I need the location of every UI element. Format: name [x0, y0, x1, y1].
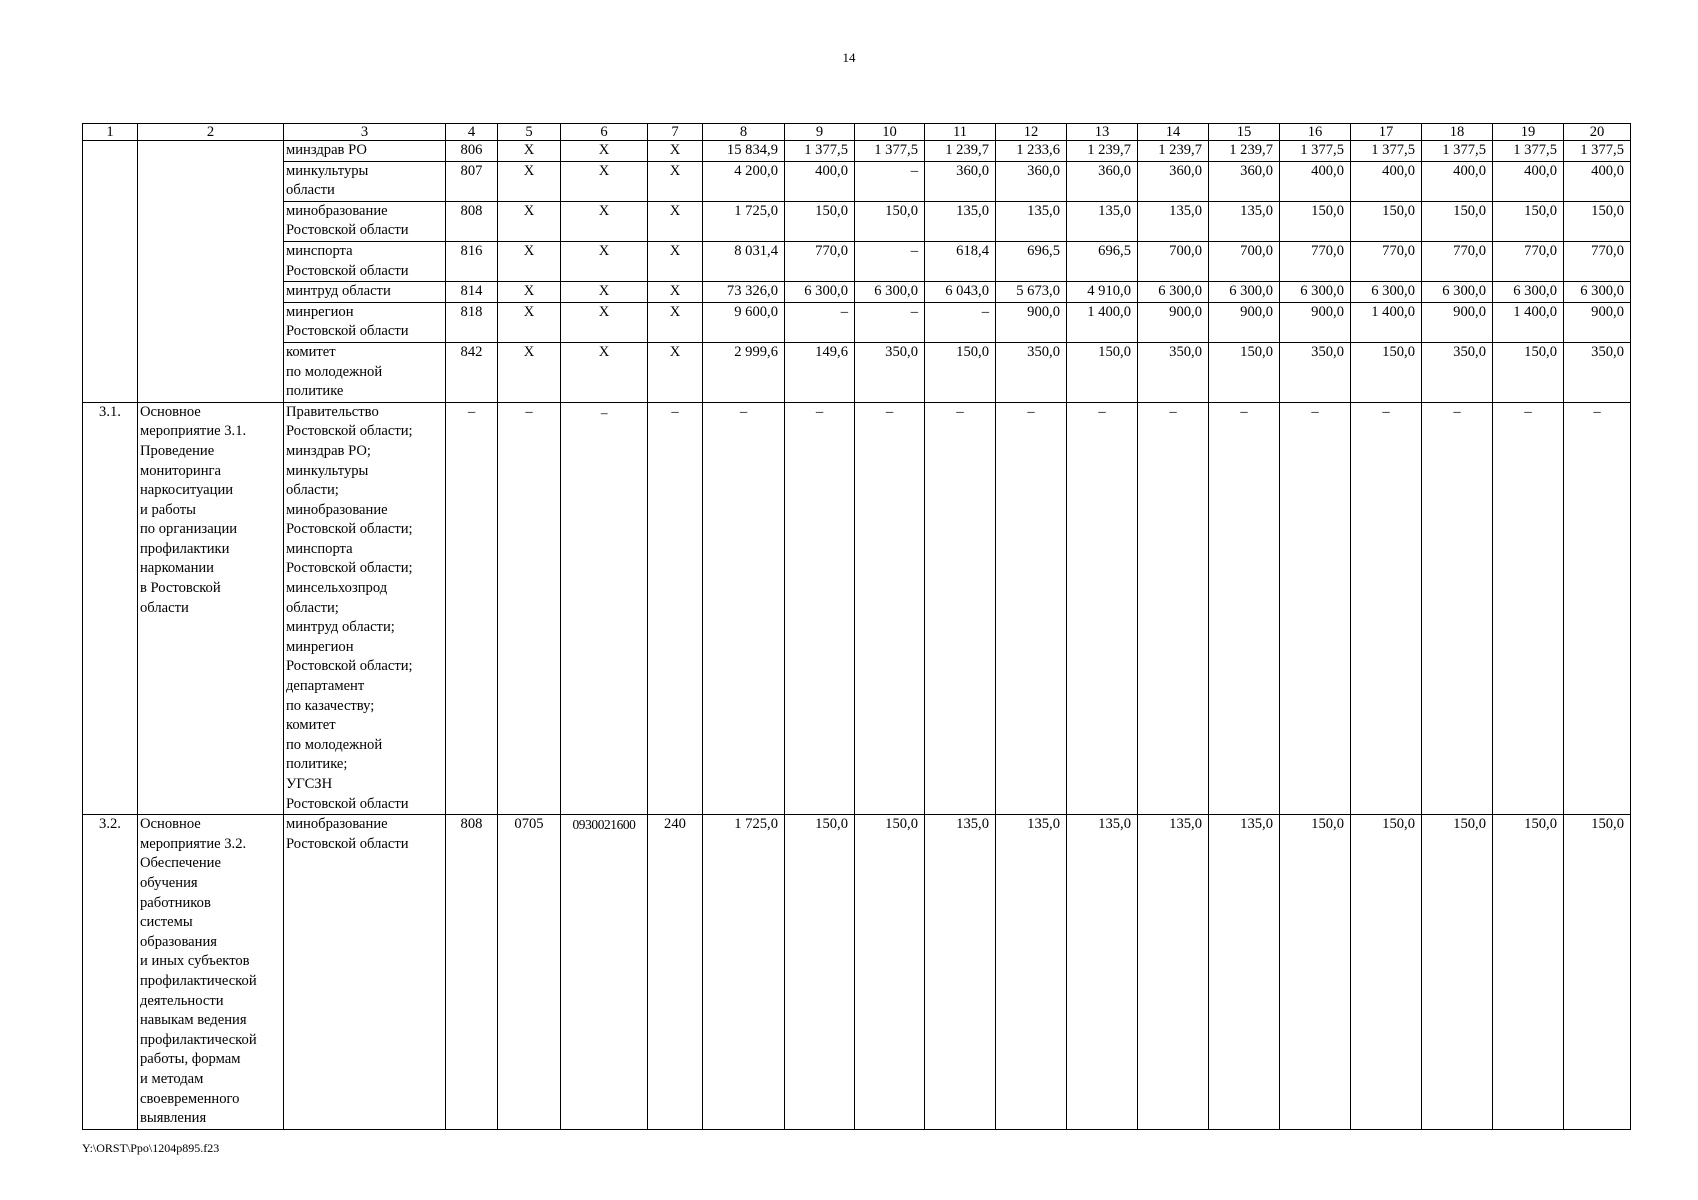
amount-cell: 1 400,0	[1493, 302, 1564, 342]
amount-cell: 149,6	[785, 342, 855, 402]
column-header-17: 17	[1351, 124, 1422, 141]
amount-cell: 700,0	[1138, 241, 1209, 281]
amount-cell: 135,0	[1209, 815, 1280, 1130]
amount-cell: –	[855, 402, 925, 814]
amount-cell: 15 834,9	[703, 141, 785, 162]
rzpr-cell: Х	[498, 161, 561, 201]
executor-cell: минобразование Ростовской области	[284, 201, 446, 241]
row-number-cell-empty	[83, 141, 138, 403]
amount-cell: –	[855, 161, 925, 201]
amount-cell: 1 239,7	[1138, 141, 1209, 162]
rzpr-cell: Х	[498, 282, 561, 303]
csr-cell: Х	[561, 141, 648, 162]
amount-cell: 135,0	[1067, 815, 1138, 1130]
table-row	[83, 302, 1631, 342]
amount-cell: 150,0	[1493, 201, 1564, 241]
amount-cell: 73 326,0	[703, 282, 785, 303]
amount-cell: 1 377,5	[785, 141, 855, 162]
amount-cell: 6 300,0	[1209, 282, 1280, 303]
vr-cell: Х	[648, 342, 703, 402]
amount-cell: 135,0	[1138, 815, 1209, 1130]
amount-cell: 400,0	[1493, 161, 1564, 201]
amount-cell: –	[1564, 402, 1631, 814]
amount-cell: 900,0	[996, 302, 1067, 342]
column-header-2: 2	[138, 124, 284, 141]
vr-cell: 240	[648, 815, 703, 1130]
amount-cell: –	[855, 302, 925, 342]
amount-cell: –	[785, 302, 855, 342]
amount-cell: –	[785, 402, 855, 814]
amount-cell: 150,0	[1422, 201, 1493, 241]
vr-cell: –	[648, 402, 703, 814]
column-header-20: 20	[1564, 124, 1631, 141]
column-header-13: 13	[1067, 124, 1138, 141]
grbs-code-cell: 806	[446, 141, 498, 162]
table-row	[83, 342, 1631, 402]
csr-cell: Х	[561, 302, 648, 342]
column-header-15: 15	[1209, 124, 1280, 141]
amount-cell: 135,0	[1209, 201, 1280, 241]
amount-cell: 6 300,0	[1493, 282, 1564, 303]
csr-cell: –	[561, 402, 648, 814]
grbs-code-cell: 818	[446, 302, 498, 342]
executor-cell: минтруд области	[284, 282, 446, 303]
vr-cell: Х	[648, 302, 703, 342]
amount-cell: 400,0	[1280, 161, 1351, 201]
grbs-code-cell: 842	[446, 342, 498, 402]
amount-cell: 360,0	[1138, 161, 1209, 201]
amount-cell: 150,0	[1351, 815, 1422, 1130]
amount-cell: 360,0	[1209, 161, 1280, 201]
table-row	[83, 282, 1631, 303]
amount-cell: 4 910,0	[1067, 282, 1138, 303]
amount-cell: 150,0	[1564, 201, 1631, 241]
amount-cell: 135,0	[925, 201, 996, 241]
executor-cell: минздрав РО	[284, 141, 446, 162]
amount-cell: 1 377,5	[855, 141, 925, 162]
vr-cell: Х	[648, 241, 703, 281]
amount-cell: 350,0	[1280, 342, 1351, 402]
activity-number-cell: 3.1.	[83, 402, 138, 814]
amount-cell: 350,0	[855, 342, 925, 402]
activity-number-cell: 3.2.	[83, 815, 138, 1130]
amount-cell: 1 239,7	[1209, 141, 1280, 162]
amount-cell: 150,0	[785, 815, 855, 1130]
amount-cell: 360,0	[925, 161, 996, 201]
amount-cell: 5 673,0	[996, 282, 1067, 303]
amount-cell: 770,0	[1493, 241, 1564, 281]
footer-file-path: Y:\ORST\Ppo\1204p895.f23	[82, 1141, 220, 1155]
column-header-10: 10	[855, 124, 925, 141]
executor-cell: минкультуры области	[284, 161, 446, 201]
activity-name-cell-empty	[138, 141, 284, 403]
amount-cell: –	[1067, 402, 1138, 814]
vr-cell: Х	[648, 201, 703, 241]
amount-cell: 1 377,5	[1422, 141, 1493, 162]
executor-cell: минобразование Ростовской области	[284, 815, 446, 1130]
rzpr-cell: Х	[498, 241, 561, 281]
column-header-14: 14	[1138, 124, 1209, 141]
csr-cell: Х	[561, 241, 648, 281]
rzpr-cell: Х	[498, 302, 561, 342]
amount-cell: 150,0	[785, 201, 855, 241]
amount-cell: –	[1422, 402, 1493, 814]
amount-cell: 150,0	[1422, 815, 1493, 1130]
executor-cell: минспорта Ростовской области	[284, 241, 446, 281]
amount-cell: –	[1209, 402, 1280, 814]
grbs-code-cell: 807	[446, 161, 498, 201]
amount-cell: 6 300,0	[1138, 282, 1209, 303]
amount-cell: 6 300,0	[855, 282, 925, 303]
column-header-9: 9	[785, 124, 855, 141]
amount-cell: 900,0	[1422, 302, 1493, 342]
amount-cell: 900,0	[1564, 302, 1631, 342]
amount-cell: 6 300,0	[1351, 282, 1422, 303]
amount-cell: –	[855, 241, 925, 281]
amount-cell: 700,0	[1209, 241, 1280, 281]
amount-cell: 4 200,0	[703, 161, 785, 201]
amount-cell: 400,0	[785, 161, 855, 201]
amount-cell: 8 031,4	[703, 241, 785, 281]
amount-cell: 150,0	[1280, 201, 1351, 241]
amount-cell: 150,0	[1280, 815, 1351, 1130]
column-header-5: 5	[498, 124, 561, 141]
amount-cell: 150,0	[1351, 201, 1422, 241]
amount-cell: 1 239,7	[925, 141, 996, 162]
grbs-code-cell: 808	[446, 201, 498, 241]
amount-cell: 1 400,0	[1067, 302, 1138, 342]
amount-cell: 135,0	[996, 201, 1067, 241]
amount-cell: 150,0	[925, 342, 996, 402]
amount-cell: 150,0	[1564, 815, 1631, 1130]
amount-cell: 6 043,0	[925, 282, 996, 303]
amount-cell: –	[1351, 402, 1422, 814]
activity-name-cell: Основное мероприятие 3.1. Проведение мониторинга наркоситуации и работы по организации профилактики наркомании в Ростовской области	[138, 402, 284, 814]
amount-cell: 150,0	[1493, 342, 1564, 402]
executor-cell: Правительство Ростовской области; минздрав РО; минкультуры области; минобразование Ростовской области; минспорта Ростовской области; минсельхозпрод области; минтруд области; минрегион Ростовской области; департамент по казачеству; комитет по молодежной политике; УГСЗН Ростовской области	[284, 402, 446, 814]
amount-cell: 400,0	[1351, 161, 1422, 201]
table-row	[83, 161, 1631, 201]
column-header-8: 8	[703, 124, 785, 141]
amount-cell: 770,0	[1564, 241, 1631, 281]
csr-cell: Х	[561, 282, 648, 303]
amount-cell: 135,0	[925, 815, 996, 1130]
amount-cell: 1 400,0	[1351, 302, 1422, 342]
amount-cell: 1 725,0	[703, 201, 785, 241]
column-header-18: 18	[1422, 124, 1493, 141]
amount-cell: 6 300,0	[1280, 282, 1351, 303]
amount-cell: –	[1493, 402, 1564, 814]
column-header-6: 6	[561, 124, 648, 141]
amount-cell: 1 377,5	[1493, 141, 1564, 162]
rzpr-cell: –	[498, 402, 561, 814]
grbs-code-cell: 808	[446, 815, 498, 1130]
amount-cell: 150,0	[1209, 342, 1280, 402]
column-number-header-row	[83, 124, 1631, 141]
amount-cell: 135,0	[1067, 201, 1138, 241]
amount-cell: 900,0	[1138, 302, 1209, 342]
rzpr-cell: Х	[498, 201, 561, 241]
amount-cell: 360,0	[1067, 161, 1138, 201]
amount-cell: 770,0	[785, 241, 855, 281]
activity-row-activity-3-1	[83, 402, 1631, 814]
amount-cell: 770,0	[1422, 241, 1493, 281]
amount-cell: –	[925, 402, 996, 814]
amount-cell: 1 239,7	[1067, 141, 1138, 162]
vr-cell: Х	[648, 161, 703, 201]
amount-cell: 900,0	[1209, 302, 1280, 342]
grbs-code-cell: 816	[446, 241, 498, 281]
amount-cell: 6 300,0	[1564, 282, 1631, 303]
amount-cell: 350,0	[1422, 342, 1493, 402]
budget-table	[82, 123, 1631, 1130]
column-header-3: 3	[284, 124, 446, 141]
executor-cell: минрегион Ростовской области	[284, 302, 446, 342]
vr-cell: Х	[648, 141, 703, 162]
csr-cell: 0930021600	[561, 815, 648, 1130]
csr-cell: Х	[561, 342, 648, 402]
amount-cell: 618,4	[925, 241, 996, 281]
amount-cell: 400,0	[1564, 161, 1631, 201]
amount-cell: 150,0	[855, 201, 925, 241]
amount-cell: 150,0	[855, 815, 925, 1130]
amount-cell: 150,0	[1067, 342, 1138, 402]
table-row	[83, 141, 1631, 162]
activity-row-activity-3-2	[83, 815, 1631, 1130]
amount-cell: 400,0	[1422, 161, 1493, 201]
table-row	[83, 241, 1631, 281]
rzpr-cell: Х	[498, 342, 561, 402]
amount-cell: 696,5	[996, 241, 1067, 281]
amount-cell: 1 725,0	[703, 815, 785, 1130]
amount-cell: –	[703, 402, 785, 814]
column-header-16: 16	[1280, 124, 1351, 141]
rzpr-cell: 0705	[498, 815, 561, 1130]
column-header-7: 7	[648, 124, 703, 141]
amount-cell: 9 600,0	[703, 302, 785, 342]
column-header-19: 19	[1493, 124, 1564, 141]
executor-cell: комитет по молодежной политике	[284, 342, 446, 402]
amount-cell: 696,5	[1067, 241, 1138, 281]
amount-cell: 6 300,0	[1422, 282, 1493, 303]
amount-cell: 1 377,5	[1280, 141, 1351, 162]
activity-name-cell: Основное мероприятие 3.2. Обеспечение обучения работников системы образования и иных субъектов профилактической деятельности навыкам ведения профилактической работы, формам и методам своевременного выявления	[138, 815, 284, 1130]
amount-cell: 770,0	[1280, 241, 1351, 281]
csr-cell: Х	[561, 201, 648, 241]
column-header-4: 4	[446, 124, 498, 141]
vr-cell: Х	[648, 282, 703, 303]
amount-cell: 2 999,6	[703, 342, 785, 402]
grbs-code-cell: –	[446, 402, 498, 814]
amount-cell: 150,0	[1351, 342, 1422, 402]
amount-cell: –	[925, 302, 996, 342]
table-row	[83, 201, 1631, 241]
amount-cell: 360,0	[996, 161, 1067, 201]
amount-cell: 900,0	[1280, 302, 1351, 342]
amount-cell: 150,0	[1493, 815, 1564, 1130]
rzpr-cell: Х	[498, 141, 561, 162]
amount-cell: 6 300,0	[785, 282, 855, 303]
amount-cell: –	[996, 402, 1067, 814]
amount-cell: 1 377,5	[1564, 141, 1631, 162]
amount-cell: 350,0	[1138, 342, 1209, 402]
grbs-code-cell: 814	[446, 282, 498, 303]
page-number: 14	[842, 50, 856, 65]
amount-cell: 350,0	[1564, 342, 1631, 402]
amount-cell: 1 377,5	[1351, 141, 1422, 162]
column-header-11: 11	[925, 124, 996, 141]
amount-cell: 770,0	[1351, 241, 1422, 281]
amount-cell: 135,0	[1138, 201, 1209, 241]
amount-cell: 135,0	[996, 815, 1067, 1130]
csr-cell: Х	[561, 161, 648, 201]
amount-cell: –	[1280, 402, 1351, 814]
amount-cell: –	[1138, 402, 1209, 814]
column-header-12: 12	[996, 124, 1067, 141]
column-header-1: 1	[83, 124, 138, 141]
amount-cell: 350,0	[996, 342, 1067, 402]
amount-cell: 1 233,6	[996, 141, 1067, 162]
